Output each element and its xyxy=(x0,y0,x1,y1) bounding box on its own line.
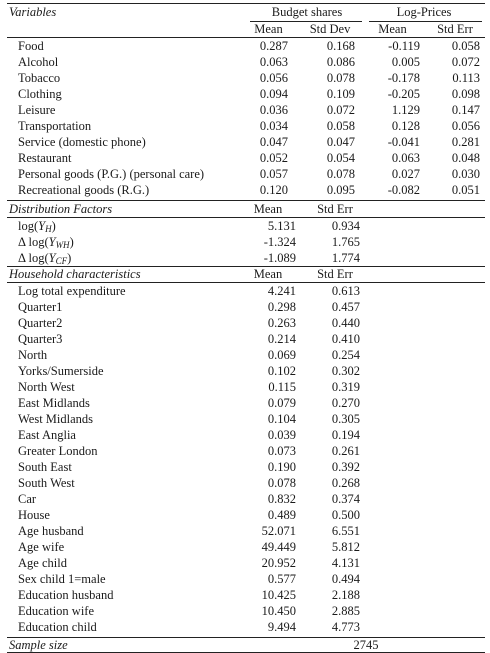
budget-share-mean: 0.094 xyxy=(259,87,288,101)
goods-label: Alcohol xyxy=(18,55,59,69)
log-price-std-err: 0.030 xyxy=(451,167,480,181)
math-suffix: ) xyxy=(51,219,56,233)
log-price-mean: 0.063 xyxy=(391,151,420,165)
household-label: Greater London xyxy=(18,444,98,458)
variables-header: Variables xyxy=(9,5,57,19)
household-std-err: 0.457 xyxy=(331,300,360,314)
hh-mean-header: Mean xyxy=(253,267,283,281)
household-mean: 4.241 xyxy=(267,284,296,298)
budget-shares-header: Budget shares xyxy=(271,5,343,19)
household-row xyxy=(0,571,490,587)
log-price-mean: 1.129 xyxy=(391,103,420,117)
household-title: Household characteristics xyxy=(9,267,141,281)
goods-label: Personal goods (P.G.) (personal care) xyxy=(18,167,205,181)
household-mean: 0.832 xyxy=(267,492,296,506)
household-mean: 0.039 xyxy=(267,428,296,442)
household-std-err: 0.194 xyxy=(331,428,360,442)
bs-std-dev-header: Std Dev xyxy=(309,22,351,36)
log-price-std-err: 0.113 xyxy=(452,71,480,85)
hh-std-err-header: Std Err xyxy=(317,267,353,281)
household-row xyxy=(0,315,490,331)
household-label: North xyxy=(18,348,48,362)
household-std-err: 4.131 xyxy=(331,556,360,570)
household-mean: 10.425 xyxy=(261,588,296,602)
log-price-mean: -0.041 xyxy=(387,135,420,149)
log-price-mean: -0.119 xyxy=(388,39,420,53)
household-mean: 0.073 xyxy=(267,444,296,458)
household-row xyxy=(0,619,490,635)
household-row xyxy=(0,603,490,619)
math-variable: Y xyxy=(48,251,56,265)
math-variable: Y xyxy=(48,235,56,249)
budget-share-mean: 0.036 xyxy=(259,103,288,117)
math-suffix: ) xyxy=(69,235,74,249)
math-prefix: log( xyxy=(18,219,39,233)
household-std-err: 0.270 xyxy=(331,396,360,410)
math-variable: Y xyxy=(38,219,46,233)
math-subscript-text: CF xyxy=(55,256,68,266)
household-std-err: 4.773 xyxy=(331,620,360,634)
budget-share-mean: 0.287 xyxy=(259,39,288,53)
household-mean: 20.952 xyxy=(261,556,296,570)
goods-label: Clothing xyxy=(18,87,62,101)
budget-share-mean: 0.056 xyxy=(259,71,288,85)
household-row xyxy=(0,299,490,315)
household-label: Education wife xyxy=(18,604,95,618)
log-price-mean: 0.005 xyxy=(391,55,420,69)
budget-share-std-dev: 0.078 xyxy=(326,167,355,181)
math-prefix: Δ log( xyxy=(18,235,49,249)
household-label: Education husband xyxy=(18,588,114,602)
household-mean: 0.489 xyxy=(267,508,296,522)
household-row xyxy=(0,523,490,539)
sample-size-value: 2745 xyxy=(353,638,379,652)
household-std-err: 2.188 xyxy=(331,588,360,602)
distribution-factors-title: Distribution Factors xyxy=(9,202,113,216)
df-mean-header: Mean xyxy=(253,202,283,216)
household-label: Quarter1 xyxy=(18,300,63,314)
household-mean: 10.450 xyxy=(261,604,296,618)
log-price-std-err: 0.056 xyxy=(451,119,480,133)
df-std-err-header: Std Err xyxy=(317,202,353,216)
household-label: Sex child 1=male xyxy=(18,572,106,586)
budget-share-std-dev: 0.109 xyxy=(326,87,355,101)
household-mean: 0.115 xyxy=(268,380,296,394)
goods-row xyxy=(0,118,490,134)
goods-row xyxy=(0,86,490,102)
distribution-factor-label xyxy=(18,250,71,266)
household-row xyxy=(0,459,490,475)
household-mean: 49.449 xyxy=(261,540,296,554)
distribution-factor-label xyxy=(18,218,56,234)
distribution-factor-mean: -1.089 xyxy=(263,251,296,265)
household-mean: 9.494 xyxy=(267,620,296,634)
household-mean: 0.263 xyxy=(267,316,296,330)
household-row xyxy=(0,379,490,395)
household-mean: 0.214 xyxy=(267,332,296,346)
log-price-std-err: 0.051 xyxy=(451,183,480,197)
household-std-err: 0.319 xyxy=(331,380,360,394)
math-prefix: Δ log( xyxy=(18,251,49,265)
sample-size-label: Sample size xyxy=(9,638,68,652)
budget-share-mean: 0.034 xyxy=(259,119,288,133)
distribution-factor-std-err: 1.765 xyxy=(331,235,360,249)
household-row xyxy=(0,283,490,299)
distribution-factor-std-err: 0.934 xyxy=(331,219,360,233)
household-label: East Midlands xyxy=(18,396,90,410)
household-label: Car xyxy=(18,492,37,506)
budget-share-mean: 0.057 xyxy=(259,167,288,181)
household-label: Age wife xyxy=(18,540,65,554)
header-row-groups xyxy=(0,4,490,20)
household-std-err: 2.885 xyxy=(331,604,360,618)
lp-std-err-header: Std Err xyxy=(437,22,473,36)
budget-share-std-dev: 0.072 xyxy=(326,103,355,117)
household-std-err: 0.261 xyxy=(331,444,360,458)
household-std-err: 0.268 xyxy=(331,476,360,490)
goods-label: Leisure xyxy=(18,103,56,117)
household-std-err: 0.254 xyxy=(331,348,360,362)
household-std-err: 0.392 xyxy=(331,460,360,474)
distribution-factors-header-row xyxy=(0,201,490,217)
log-price-std-err: 0.281 xyxy=(451,135,480,149)
goods-label: Service (domestic phone) xyxy=(18,135,146,149)
math-subscript-text: WH xyxy=(55,240,70,250)
household-row xyxy=(0,507,490,523)
budget-share-mean: 0.063 xyxy=(259,55,288,69)
household-mean: 0.078 xyxy=(267,476,296,490)
distribution-factor-std-err: 1.774 xyxy=(331,251,360,265)
household-row xyxy=(0,411,490,427)
household-mean: 0.190 xyxy=(267,460,296,474)
header-row-stats xyxy=(0,21,490,37)
distribution-factor-row xyxy=(0,218,490,234)
household-row xyxy=(0,491,490,507)
goods-label: Transportation xyxy=(18,119,92,133)
goods-label: Tobacco xyxy=(18,71,61,85)
distribution-factor-label xyxy=(18,234,74,250)
household-mean: 0.069 xyxy=(267,348,296,362)
household-mean: 0.102 xyxy=(267,364,296,378)
household-std-err: 0.613 xyxy=(331,284,360,298)
budget-share-mean: 0.120 xyxy=(259,183,288,197)
household-std-err: 0.305 xyxy=(331,412,360,426)
log-price-std-err: 0.048 xyxy=(451,151,480,165)
log-price-std-err: 0.058 xyxy=(451,39,480,53)
household-mean: 52.071 xyxy=(261,524,296,538)
distribution-factor-row xyxy=(0,250,490,266)
distribution-factor-mean: 5.131 xyxy=(267,219,296,233)
goods-row xyxy=(0,150,490,166)
household-row xyxy=(0,555,490,571)
household-mean: 0.079 xyxy=(267,396,296,410)
household-label: House xyxy=(18,508,50,522)
household-std-err: 0.302 xyxy=(331,364,360,378)
log-price-mean: -0.082 xyxy=(387,183,420,197)
household-row xyxy=(0,587,490,603)
household-label: Yorks/Sumerside xyxy=(18,364,104,378)
log-price-std-err: 0.098 xyxy=(451,87,480,101)
household-row xyxy=(0,475,490,491)
household-std-err: 6.551 xyxy=(331,524,360,538)
goods-label: Food xyxy=(18,39,44,53)
household-label: South West xyxy=(18,476,75,490)
math-subscript xyxy=(56,256,68,266)
goods-row xyxy=(0,70,490,86)
budget-share-std-dev: 0.078 xyxy=(326,71,355,85)
household-label: North West xyxy=(18,380,75,394)
bs-mean-header: Mean xyxy=(254,22,283,36)
household-std-err: 0.410 xyxy=(331,332,360,346)
household-row xyxy=(0,395,490,411)
budget-share-std-dev: 0.058 xyxy=(326,119,355,133)
household-std-err: 5.812 xyxy=(331,540,360,554)
budget-share-mean: 0.052 xyxy=(259,151,288,165)
household-label: Age husband xyxy=(18,524,84,538)
goods-row xyxy=(0,102,490,118)
goods-label: Restaurant xyxy=(18,151,72,165)
household-mean: 0.577 xyxy=(267,572,296,586)
household-mean: 0.298 xyxy=(267,300,296,314)
goods-row xyxy=(0,134,490,150)
sample-size-row xyxy=(0,637,490,653)
goods-row xyxy=(0,166,490,182)
household-std-err: 0.440 xyxy=(331,316,360,330)
household-label: Log total expenditure xyxy=(18,284,126,298)
household-label: South East xyxy=(18,460,72,474)
household-label: West Midlands xyxy=(18,412,94,426)
household-row xyxy=(0,539,490,555)
budget-share-std-dev: 0.054 xyxy=(326,151,355,165)
budget-share-std-dev: 0.086 xyxy=(326,55,355,69)
household-row xyxy=(0,443,490,459)
log-price-mean: 0.128 xyxy=(391,119,420,133)
household-row xyxy=(0,427,490,443)
distribution-factor-mean: -1.324 xyxy=(263,235,296,249)
household-row xyxy=(0,331,490,347)
budget-share-std-dev: 0.095 xyxy=(326,183,355,197)
household-header-row xyxy=(0,266,490,282)
math-subscript-text: H xyxy=(45,224,52,234)
household-std-err: 0.374 xyxy=(331,492,360,506)
budget-share-mean: 0.047 xyxy=(259,135,288,149)
household-mean: 0.104 xyxy=(267,412,296,426)
goods-row xyxy=(0,182,490,198)
math-suffix: ) xyxy=(67,251,72,265)
lp-mean-header: Mean xyxy=(378,22,407,36)
household-label: Age child xyxy=(18,556,67,570)
goods-row xyxy=(0,38,490,54)
household-std-err: 0.500 xyxy=(331,508,360,522)
household-row xyxy=(0,363,490,379)
household-label: Quarter2 xyxy=(18,316,63,330)
household-std-err: 0.494 xyxy=(331,572,360,586)
log-price-mean: -0.178 xyxy=(387,71,420,85)
distribution-factor-row xyxy=(0,234,490,250)
log-price-mean: 0.027 xyxy=(391,167,420,181)
household-label: Education child xyxy=(18,620,97,634)
household-label: Quarter3 xyxy=(18,332,63,346)
log-prices-header: Log-Prices xyxy=(396,5,452,19)
goods-label: Recreational goods (R.G.) xyxy=(18,183,150,197)
log-price-mean: -0.205 xyxy=(387,87,420,101)
household-label: East Anglia xyxy=(18,428,76,442)
log-price-std-err: 0.072 xyxy=(451,55,480,69)
log-price-std-err: 0.147 xyxy=(451,103,480,117)
goods-row xyxy=(0,54,490,70)
household-row xyxy=(0,347,490,363)
budget-share-std-dev: 0.047 xyxy=(326,135,355,149)
budget-share-std-dev: 0.168 xyxy=(326,39,355,53)
math-subscript xyxy=(56,240,70,250)
